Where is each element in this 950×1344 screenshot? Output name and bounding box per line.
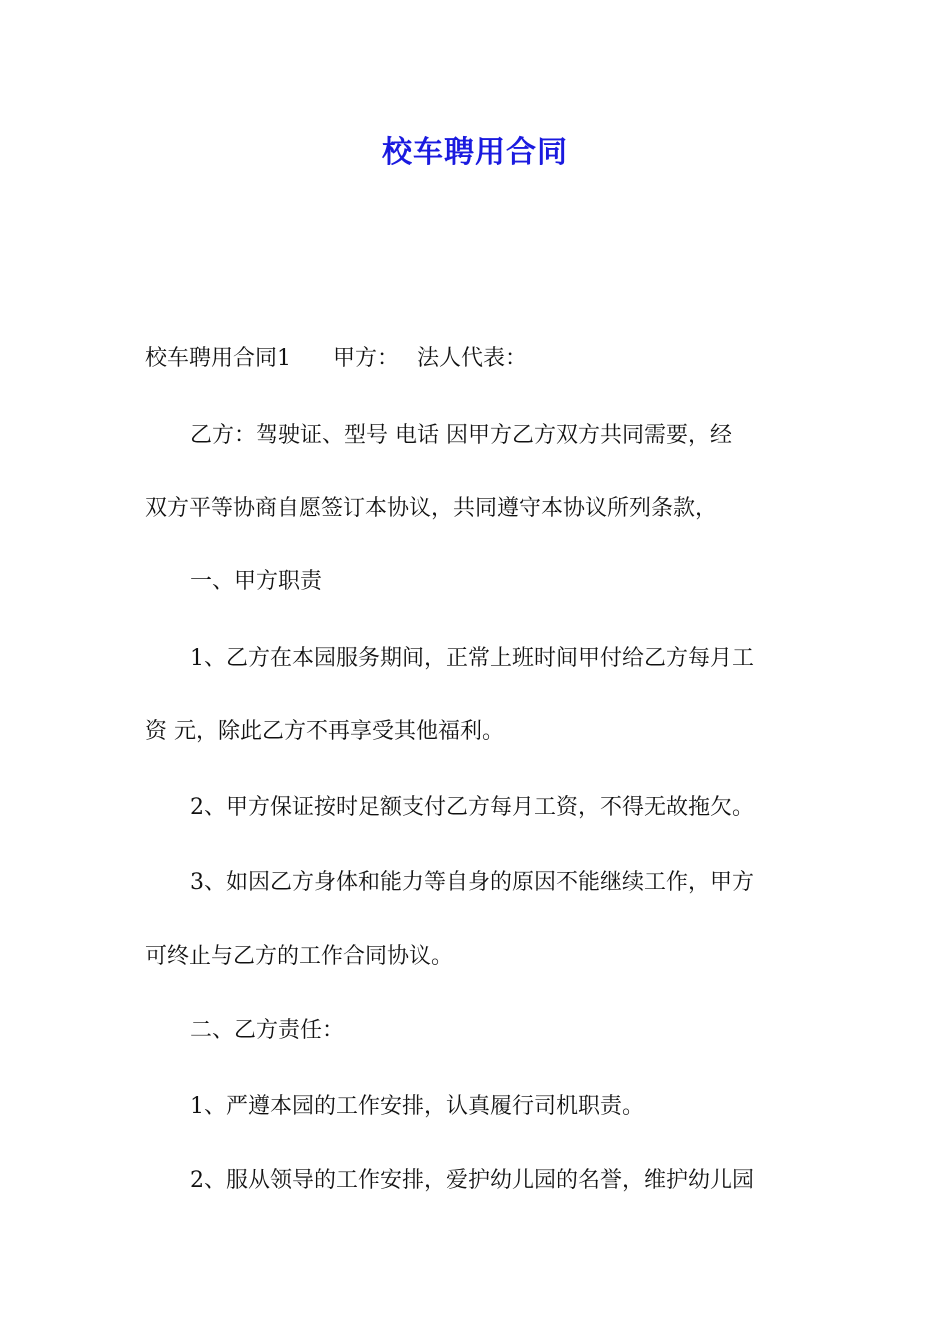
- paragraph-line: 1、乙方在本园服务期间，正常上班时间甲付给乙方每月工: [190, 646, 754, 671]
- section-heading: 一、甲方职责: [190, 569, 323, 594]
- party-a-label: 甲方：: [333, 346, 400, 371]
- paragraph-line: 可终止与乙方的工作合同协议。: [145, 944, 454, 969]
- paragraph-line: 3、如因乙方身体和能力等自身的原因不能继续工作，甲方: [190, 870, 754, 895]
- header-line: [145, 344, 815, 374]
- contract-number: 校车聘用合同1: [145, 346, 291, 371]
- paragraph-line: 1、严遵本园的工作安排，认真履行司机职责。: [190, 1094, 644, 1119]
- paragraph-line: 乙方：驾驶证、型号 电话 因甲方乙方双方共同需要，经: [190, 423, 732, 448]
- document-title: 校车聘用合同: [382, 135, 568, 170]
- paragraph-line: 资 元，除此乙方不再享受其他福利。: [145, 719, 504, 744]
- paragraph-line: 2、服从领导的工作安排，爱护幼儿园的名誉，维护幼儿园: [190, 1168, 754, 1193]
- paragraph-line: 双方平等协商自愿签订本协议，共同遵守本协议所列条款，: [145, 496, 718, 521]
- section-heading: 二、乙方责任：: [190, 1018, 345, 1043]
- paragraph-line: 2、甲方保证按时足额支付乙方每月工资，不得无故拖欠。: [190, 795, 754, 820]
- legal-rep-label: 法人代表：: [417, 346, 528, 371]
